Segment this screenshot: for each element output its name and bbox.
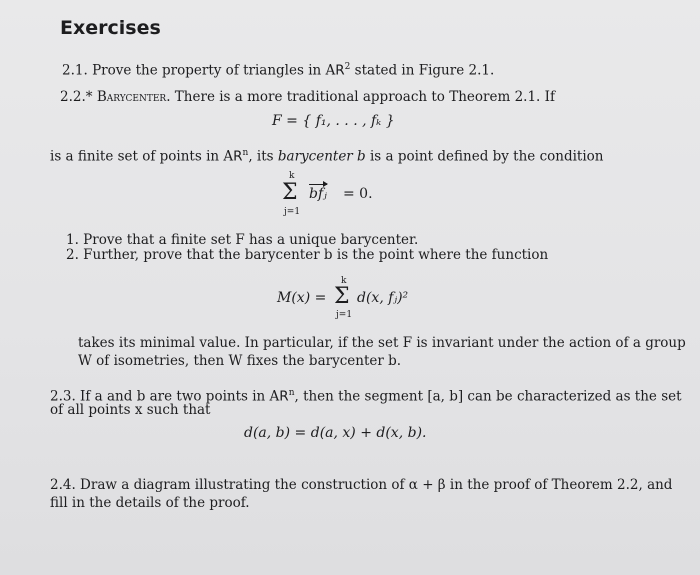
exercise-2-4-line-1: 2.4. Draw a diagram illustrating the construction of α + β in the proof of Theorem 2.2, and: [50, 477, 673, 493]
exercise-text: There is a more traditional approach to Theorem 2.1. If: [174, 89, 555, 105]
superscript: 2: [344, 62, 351, 72]
paragraph-line-2: W of isometries, then W fixes the barycenter b.: [78, 353, 402, 369]
text-segment: is a finite set of points in A: [50, 148, 234, 165]
superscript: n: [242, 148, 249, 158]
sum-symbol: Σ: [334, 284, 350, 309]
blackboard-r: R: [335, 62, 345, 79]
text-segment: , its: [248, 148, 278, 165]
sum-vector-term: [309, 186, 327, 202]
exercise-2-4-line-2: fill in the details of the proof.: [50, 495, 250, 511]
text-segment: , then the segment [a, b] can be characterized as the set: [294, 388, 682, 405]
sum-distance-term: d(x, fⱼ)²: [357, 290, 409, 306]
exercise-2-1: [62, 58, 494, 80]
sum-lower-limit: j=1: [284, 207, 301, 217]
list-item-2: 2. Further, prove that the barycenter b is the point where the function: [66, 247, 549, 263]
exercise-number: 2.2.*: [60, 89, 93, 105]
function-lhs: M(x) =: [277, 290, 327, 306]
blackboard-r: R: [279, 388, 289, 405]
exercise-number: 2.1.: [62, 62, 88, 79]
blackboard-r: R: [233, 148, 243, 165]
exercise-2-2-header: [60, 88, 555, 106]
section-heading: Exercises: [60, 17, 161, 39]
text-segment: 2.3. If a and b are two points in A: [50, 388, 280, 405]
barycenter-definition: [50, 144, 604, 166]
sum-equals: = 0.: [343, 186, 373, 202]
list-item-1: 1. Prove that a finite set F has a unique barycenter.: [66, 232, 419, 248]
sum-upper-limit: k: [341, 276, 347, 286]
paragraph-line-1: takes its minimal value. In particular, if the set F is invariant under the action of a group: [78, 335, 686, 351]
vector-bfj: bfⱼ: [309, 186, 327, 202]
exercise-text-end: stated in Figure 2.1.: [350, 62, 495, 79]
exercise-2-3-line-2: of all points x such that: [50, 402, 211, 418]
sum-upper-limit: k: [289, 171, 295, 181]
exercise-text: Prove the property of triangles in A: [92, 62, 336, 79]
set-formula: F = { f₁, . . . , fₖ }: [272, 113, 395, 129]
text-segment: is a point defined by the condition: [365, 148, 604, 165]
sum-lower-limit: j=1: [336, 310, 353, 320]
superscript: n: [288, 388, 295, 398]
exercise-title: Barycenter.: [96, 89, 171, 105]
italic-term: barycenter b: [277, 148, 366, 165]
sum-symbol: Σ: [282, 180, 298, 205]
segment-formula: d(a, b) = d(a, x) + d(x, b).: [244, 425, 427, 441]
